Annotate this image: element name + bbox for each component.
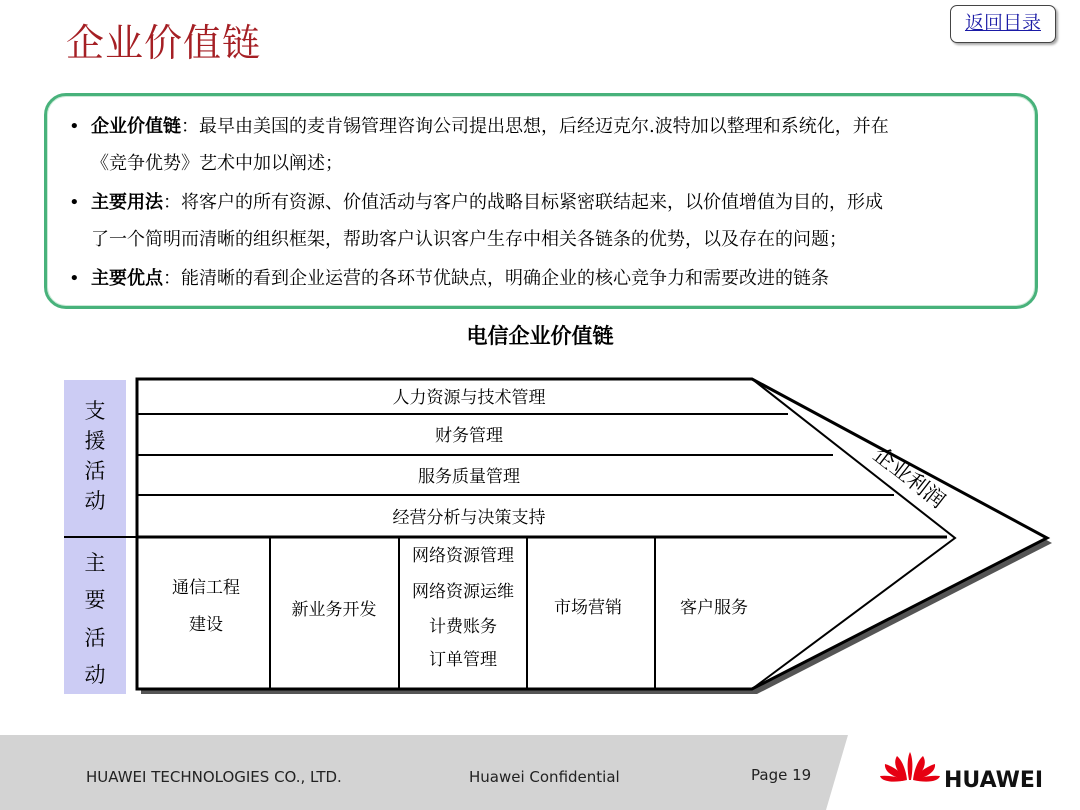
bullet-line: 将客户的所有资源、价值活动与客户的战略目标紧密联结起来，以价值增值为目的，形成 <box>181 192 883 213</box>
bullet-item <box>69 184 1029 258</box>
primary-col-label: 通信工程 <box>172 578 240 598</box>
bullet-item <box>69 260 1029 297</box>
primary-col-label: 客户服务 <box>680 598 748 618</box>
bullet-term: 企业价值链 <box>91 116 181 137</box>
support-row-label: 人力资源与技术管理 <box>392 388 546 408</box>
support-row-label: 财务管理 <box>435 426 503 446</box>
bullet-term: 主要用法 <box>91 192 163 213</box>
primary-col-label: 新业务开发 <box>291 600 377 620</box>
primary-label-char: 动 <box>84 663 106 687</box>
bullet-dot-icon: • <box>69 192 80 213</box>
primary-col-label: 订单管理 <box>429 650 497 670</box>
page-title: 企业价值链 <box>66 21 262 65</box>
support-row-label: 经营分析与决策支持 <box>392 508 546 528</box>
bullet-line: 能清晰的看到企业运营的各环节优缺点，明确企业的核心竞争力和需要改进的链条 <box>181 268 829 289</box>
support-label-char: 活 <box>84 459 106 483</box>
support-row-label: 服务质量管理 <box>418 467 520 487</box>
primary-col-label: 计费账务 <box>429 617 497 637</box>
back-to-contents-button[interactable]: 返回目录 <box>950 5 1056 43</box>
bullet-dot-icon: • <box>69 268 80 289</box>
support-label-char: 支 <box>84 399 106 423</box>
margin-label: 企业利润 <box>868 442 950 513</box>
footer-company: HUAWEI TECHNOLOGIES CO., LTD. <box>86 768 342 786</box>
primary-col-label: 网络资源管理 <box>412 546 514 566</box>
footer-brand: HUAWEI <box>944 768 1044 793</box>
support-label-char: 援 <box>84 429 106 453</box>
info-box <box>44 93 1038 309</box>
bullet-line: 最早由美国的麦肯锡管理咨询公司提出思想，后经迈克尔.波特加以整理和系统化，并在 <box>199 116 889 137</box>
footer <box>0 735 1080 810</box>
primary-col-label: 建设 <box>189 615 223 635</box>
primary-label-char: 活 <box>84 626 106 650</box>
bullet-separator: ： <box>163 268 181 289</box>
bullet-separator: ： <box>163 192 181 213</box>
primary-label-char: 主 <box>84 551 106 575</box>
chain-arrow-outline <box>137 379 1047 689</box>
primary-col-label: 网络资源运维 <box>412 582 514 602</box>
primary-label-char: 要 <box>84 588 106 612</box>
footer-page-number: Page 19 <box>751 766 812 784</box>
primary-col-label: 市场营销 <box>554 598 622 618</box>
bullet-line: 了一个简明而清晰的组织框架，帮助客户认识客户生存中相关各链条的优势，以及存在的问题； <box>91 229 847 250</box>
diagram-title: 电信企业价值链 <box>466 324 614 348</box>
bullet-item <box>69 108 1029 182</box>
bullet-line: 《竞争优势》艺术中加以阐述； <box>91 153 343 174</box>
bullet-dot-icon: • <box>69 116 80 137</box>
footer-confidential: Huawei Confidential <box>469 768 620 786</box>
value-chain-diagram <box>0 360 1080 705</box>
support-label-char: 动 <box>84 489 106 513</box>
footer-bar <box>0 735 1080 810</box>
bullet-term: 主要优点 <box>91 268 163 289</box>
bullet-separator: ： <box>181 116 199 137</box>
